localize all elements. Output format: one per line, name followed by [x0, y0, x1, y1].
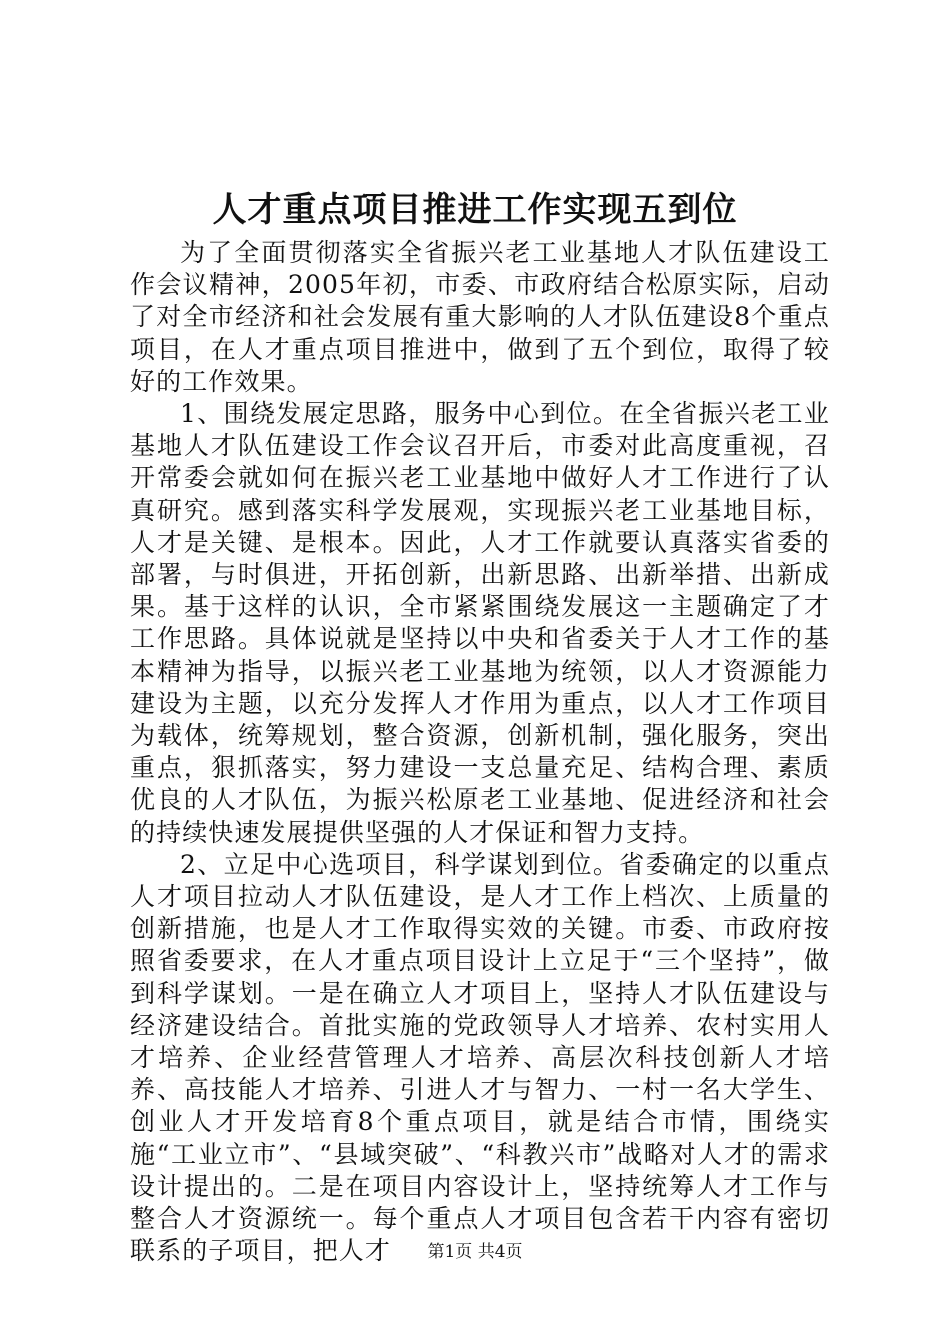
paragraph-section-2: 2、立足中心选项目，科学谋划到位。省委确定的以重点人才项目拉动人才队伍建设，是人才工作上档次、上质量的创新措施，也是人才工作取得实效的关键。市委、市政府按照省委要求，在人才重点项目设计上立足于“三个坚持”，做到科学谋划。一是在确立人才项目上，坚持人才队伍建设与经济建设结合。首批实施的党政领导人才培养、农村实用人才培养、企业经营管理人才培养、高层次科技创新人才培养、高技能人才培养、引进人才与智力、一村一名大学生、创业人才开发培育8个重点项目，就是结合市情，围绕实施“工业立市”、“县域突破”、“科教兴市”战略对人才的需求设计提出的。二是在项目内容设计上，坚持统筹人才工作与整合人才资源统一。每个重点人才项目包含若干内容有密切联系的子项目，把人才	[130, 849, 830, 1266]
paragraph-intro: 为了全面贯彻落实全省振兴老工业基地人才队伍建设工作会议精神，2005年初，市委、市政府结合松原实际，启动了对全市经济和社会发展有重大影响的人才队伍建设8个重点项目，在人才重点项目推进中，做到了五个到位，取得了较好的工作效果。	[130, 238, 830, 396]
document-title: 人才重点项目推进工作实现五到位	[212, 190, 738, 230]
paragraph-section-1: 1、围绕发展定思路，服务中心到位。在全省振兴老工业基地人才队伍建设工作会议召开后，市委对此高度重视，召开常委会就如何在振兴老工业基地中做好人才工作进行了认真研究。感到落实科学发展观，实现振兴老工业基地目标，人才是关键、是根本。因此，人才工作就要认真落实省委的部署，与时俱进，开拓创新，出新思路、出新举措、出新成果。基于这样的认识，全市紧紧围绕发展这一主题确定了才工作思路。具体说就是坚持以中央和省委关于人才工作的基本精神为指导，以振兴老工业基地为统领，以人才资源能力建设为主题，以充分发挥人才作用为重点，以人才工作项目为载体，统筹规划，整合资源，创新机制，强化服务，突出重点，狠抓落实，努力建设一支总量充足、结构合理、素质优良的人才队伍，为振兴松原老工业基地、促进经济和社会的持续快速发展提供坚强的人才保证和智力支持。	[130, 399, 830, 847]
document-body	[130, 237, 830, 1268]
page-footer: 第1页 共4页	[427, 1242, 523, 1262]
